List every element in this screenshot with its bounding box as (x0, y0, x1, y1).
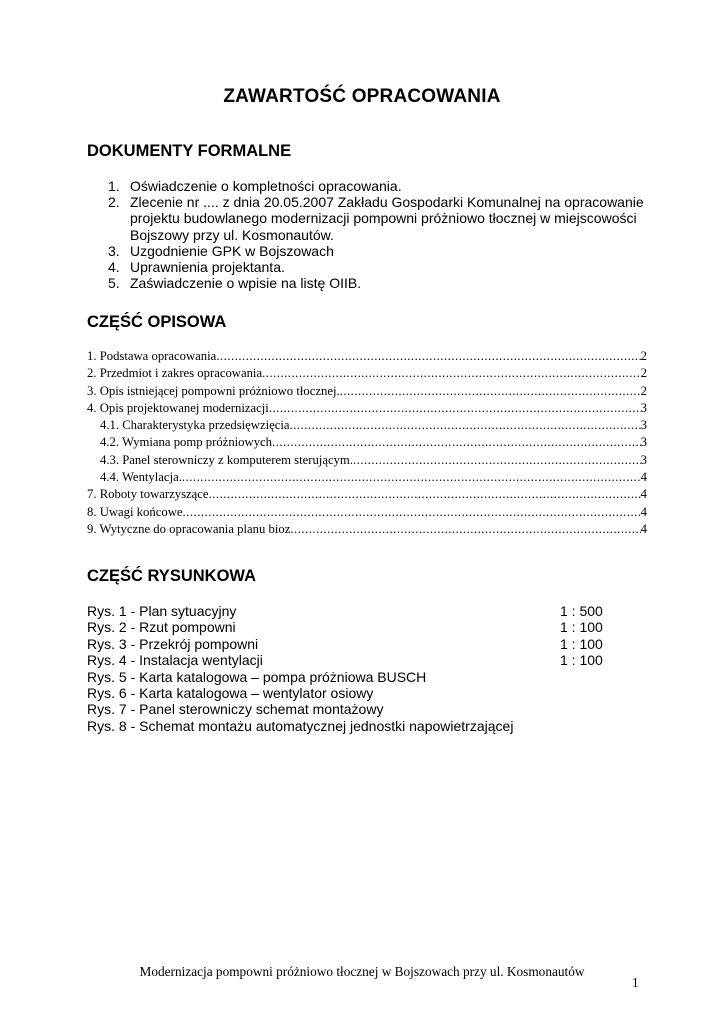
toc-leader-dots (183, 504, 641, 521)
toc-leader-dots (290, 417, 641, 434)
page-footer: Modernizacja pompowni próżniowo tłocznej w Bojszowach przy ul. Kosmonautów (139, 964, 585, 979)
section-heading-rysunkowa: CZĘŚĆ RYSUNKOWA (87, 567, 256, 585)
toc-entry (87, 400, 647, 417)
drawings-list (87, 603, 607, 734)
toc-entry-label: 4.3. Panel sterowniczy z komputerem sterującym. (100, 452, 353, 467)
toc-leader-dots (272, 434, 641, 451)
section-heading-formal: DOKUMENTY FORMALNE (87, 142, 292, 160)
list-item-number: 2. (108, 194, 120, 211)
toc-entry-page: 3 (640, 452, 647, 467)
table-of-contents (87, 348, 647, 538)
toc-subentry (87, 469, 647, 486)
drawing-entry-scale: 1 : 100 (560, 652, 603, 669)
drawing-entry-scale: 1 : 100 (560, 635, 603, 652)
toc-entry-page: 2 (640, 349, 647, 363)
document-title: ZAWARTOŚĆ OPRACOWANIA (223, 86, 501, 107)
toc-entry-page: 3 (640, 418, 647, 433)
toc-entry (87, 348, 647, 365)
toc-entry-label: 4.2. Wymiana pomp próżniowych (100, 435, 273, 450)
toc-leader-dots (262, 365, 641, 382)
toc-leader-dots (353, 452, 641, 469)
drawing-entry (87, 718, 607, 734)
drawing-entry (87, 669, 607, 685)
toc-entry-page: 3 (640, 400, 647, 415)
drawing-entry-text: Rys. 5 - Karta katalogowa – pompa próżniowa BUSCH (87, 668, 427, 685)
toc-entry-label: 4.4. Wentylacja. (100, 470, 182, 485)
toc-entry-label: 3. Opis istniejącej pompowni próżniowo tłocznej. (87, 383, 340, 398)
list-item (87, 178, 647, 194)
toc-entry-page: 4 (640, 487, 647, 502)
list-item-number: 4. (108, 259, 120, 276)
toc-entry-page: 3 (640, 435, 647, 450)
list-item (87, 275, 647, 291)
toc-leader-dots (216, 348, 640, 365)
drawing-entry-text: Rys. 2 - Rzut pompowni (87, 619, 236, 636)
toc-leader-dots (182, 469, 641, 486)
drawing-entry-text: Rys. 8 - Schemat montażu automatycznej jednostki napowietrzającej (87, 717, 514, 734)
section-heading-opisowa: CZĘŚĆ OPISOWA (87, 313, 227, 331)
list-item-text: Oświadczenie o kompletności opracowania. (130, 178, 402, 194)
toc-entry-label: 8. Uwagi końcowe (87, 504, 183, 519)
toc-leader-dots (340, 383, 641, 400)
drawing-entry-text: Rys. 1 - Plan sytuacyjny (87, 603, 237, 619)
toc-subentry (87, 452, 647, 469)
list-item (87, 259, 647, 275)
list-item-text: Zlecenie nr .... z dnia 20.05.2007 Zakładu Gospodarki Komunalnej na opracowanie projektu budowlanego modernizacji pompowni próżniowo tłocznej w miejscowości Bojszowy przy ul. Kosmonautów. (130, 194, 644, 243)
toc-entry-label: 2. Przedmiot i zakres opracowania (87, 366, 263, 381)
list-item-text: Uprawnienia projektanta. (130, 259, 285, 276)
drawing-entry (87, 636, 607, 652)
toc-entry (87, 521, 647, 538)
toc-entry-page: 4 (640, 504, 647, 519)
list-item-number: 5. (108, 275, 120, 292)
toc-entry-label: 4. Opis projektowanej modernizacji (87, 400, 269, 415)
toc-entry (87, 504, 647, 521)
drawing-entry-text: Rys. 3 - Przekrój pompowni (87, 635, 259, 652)
drawing-entry-text: Rys. 4 - Instalacja wentylacji (87, 652, 263, 669)
toc-leader-dots (269, 400, 641, 417)
toc-entry-page: 2 (640, 383, 647, 398)
list-item (87, 194, 647, 243)
drawing-entry (87, 652, 607, 668)
toc-subentry (87, 434, 647, 451)
toc-leader-dots (290, 521, 640, 538)
formal-documents-list (87, 178, 647, 291)
page-number: 1 (632, 975, 639, 990)
list-item (87, 243, 647, 259)
toc-entry-label: 7. Roboty towarzyszące (87, 487, 209, 502)
toc-entry-label: 4.1. Charakterystyka przedsięwzięcia (100, 418, 290, 433)
toc-leader-dots (209, 486, 641, 503)
drawing-entry (87, 685, 607, 701)
list-item-text: Uzgodnienie GPK w Bojszowach (130, 242, 334, 259)
list-item-number: 3. (108, 242, 120, 259)
toc-subentry (87, 417, 647, 434)
toc-entry (87, 383, 647, 400)
toc-entry-page: 4 (640, 470, 647, 485)
drawing-entry-scale: 1 : 500 (560, 603, 603, 619)
toc-entry (87, 365, 647, 382)
list-item-text: Zaświadczenie o wpisie na listę OIIB. (130, 275, 362, 292)
toc-entry-label: 1. Podstawa opracowania (87, 349, 217, 363)
list-item-number: 1. (108, 178, 120, 194)
drawing-entry-scale: 1 : 100 (560, 619, 603, 636)
drawing-entry-text: Rys. 6 - Karta katalogowa – wentylator osiowy (87, 684, 374, 701)
toc-entry (87, 486, 647, 503)
toc-entry-page: 4 (640, 521, 647, 536)
drawing-entry (87, 603, 607, 619)
drawing-entry (87, 619, 607, 635)
toc-entry-label: 9. Wytyczne do opracowania planu bioz (87, 521, 291, 536)
toc-entry-page: 2 (640, 366, 647, 381)
drawing-entry (87, 701, 607, 717)
drawing-entry-text: Rys. 7 - Panel sterowniczy schemat montażowy (87, 701, 384, 718)
